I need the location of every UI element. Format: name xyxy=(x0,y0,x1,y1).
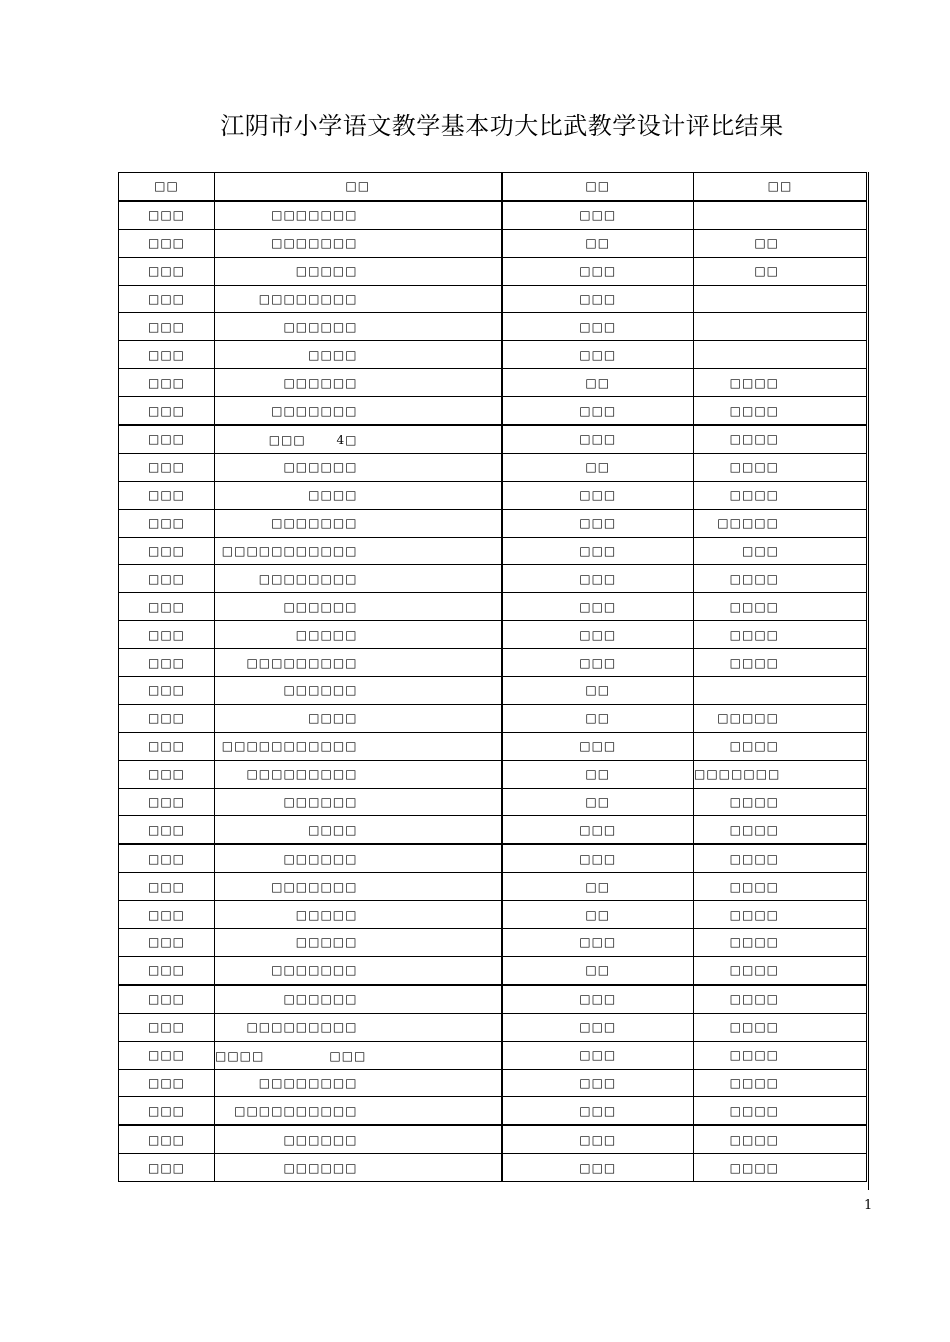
table-row xyxy=(119,649,867,677)
table-cell: □□□□□□□□ xyxy=(215,285,502,313)
table-cell: □□□□□ xyxy=(215,257,502,285)
table-cell: □□□□ xyxy=(694,956,867,984)
table-cell: □□□ xyxy=(119,788,215,816)
table-cell: □□□ xyxy=(502,341,694,369)
table-cell: □□□□ xyxy=(694,369,867,397)
table-row xyxy=(119,593,867,621)
table-cell: □□□□□□ xyxy=(215,313,502,341)
table-cell: □□□ xyxy=(119,425,215,453)
table-row xyxy=(119,985,867,1013)
table-cell: □□□ xyxy=(694,537,867,565)
table-row xyxy=(119,481,867,509)
table-cell: □□□□ xyxy=(694,453,867,481)
table-cell: □□□ xyxy=(119,341,215,369)
table-cell: □□□ xyxy=(119,201,215,229)
table-row xyxy=(119,956,867,984)
table-cell: □□□□□□ xyxy=(215,1125,502,1153)
table-cell: □□□ xyxy=(502,732,694,760)
table-row xyxy=(119,229,867,257)
table-row xyxy=(119,565,867,593)
table-row xyxy=(119,621,867,649)
header-cell: □□ xyxy=(215,173,502,201)
table-cell: □□□ xyxy=(119,873,215,901)
table-row xyxy=(119,341,867,369)
table-cell: □□□□ □□□ xyxy=(215,1041,502,1069)
table-cell xyxy=(694,341,867,369)
table-row xyxy=(119,453,867,481)
table-cell: □□□ xyxy=(502,621,694,649)
table-cell: □□□□ xyxy=(215,704,502,732)
table-row xyxy=(119,929,867,957)
table-cell xyxy=(694,285,867,313)
table-row xyxy=(119,1125,867,1153)
table-cell: □□□ xyxy=(119,929,215,957)
table-cell: □□□ xyxy=(119,649,215,677)
table-cell: □□□ xyxy=(502,649,694,677)
table-cell: □□□□□□ xyxy=(215,677,502,705)
table-cell: □□□□□□ xyxy=(215,593,502,621)
table-cell: □□□□ xyxy=(694,481,867,509)
table-row xyxy=(119,788,867,816)
table-cell: □□□□□ xyxy=(215,901,502,929)
table-cell: □□□□ xyxy=(694,1097,867,1125)
table-row xyxy=(119,397,867,425)
table-cell: □□□ xyxy=(502,1125,694,1153)
header-cell: □□ xyxy=(694,173,867,201)
table-cell: □□□ xyxy=(119,704,215,732)
table-cell: □□ xyxy=(502,677,694,705)
table-cell: □□□□□□ xyxy=(215,1154,502,1182)
header-cell: □□ xyxy=(502,173,694,201)
table-cell: □□□□□ xyxy=(215,929,502,957)
table-cell: □□□ xyxy=(119,901,215,929)
table-cell: □□□□□□□□□□□ xyxy=(215,732,502,760)
table-cell: □□□□□□□ xyxy=(215,201,502,229)
table-cell: □□□ xyxy=(119,1125,215,1153)
table-cell: □□ xyxy=(502,453,694,481)
table-cell: □□□ xyxy=(502,397,694,425)
table-row xyxy=(119,201,867,229)
table-row xyxy=(119,732,867,760)
table-cell: □□□□□□□□□□□ xyxy=(215,537,502,565)
table-row xyxy=(119,313,867,341)
table-cell: □□□□ xyxy=(694,565,867,593)
table-cell: □□□ xyxy=(119,565,215,593)
table-cell: □□□ xyxy=(119,1041,215,1069)
table-cell: □□□□□□□□ xyxy=(215,565,502,593)
table-cell: □□ xyxy=(502,229,694,257)
table-cell: □□ xyxy=(694,257,867,285)
table-cell: □□□ xyxy=(119,1013,215,1041)
table-cell: □□□□ xyxy=(215,341,502,369)
table-cell: □□ xyxy=(502,901,694,929)
table-row xyxy=(119,285,867,313)
table-cell: □□□□□□□ xyxy=(215,509,502,537)
table-row xyxy=(119,901,867,929)
table-row xyxy=(119,844,867,872)
table-cell: □□□□ xyxy=(694,788,867,816)
table-cell: □□□ xyxy=(119,481,215,509)
table-cell xyxy=(694,313,867,341)
table-cell: □□□□□□□□□ xyxy=(215,1013,502,1041)
table-header-row xyxy=(119,173,867,201)
table-row xyxy=(119,537,867,565)
table-cell: □□□ xyxy=(119,229,215,257)
table-cell: □□□□□□ xyxy=(215,369,502,397)
table-cell: □□□ xyxy=(119,844,215,872)
table-row xyxy=(119,425,867,453)
table-cell: □□ xyxy=(502,956,694,984)
table-cell: □□ xyxy=(502,704,694,732)
table-cell: □□□□ xyxy=(694,844,867,872)
table-cell xyxy=(694,201,867,229)
table-cell: □□□□ xyxy=(694,732,867,760)
table-cell: □□□ xyxy=(502,1154,694,1182)
table-cell: □□□ xyxy=(502,201,694,229)
table-cell: □□□ xyxy=(119,985,215,1013)
table-cell: □□□□□□ xyxy=(215,844,502,872)
table-cell: □□□ xyxy=(119,1097,215,1125)
table-cell: □□□□□□□ xyxy=(215,397,502,425)
table-cell: □□□□ xyxy=(694,621,867,649)
table-cell: □□□□□□□ xyxy=(215,229,502,257)
table-cell: □□□ xyxy=(502,481,694,509)
table-cell: □□□ xyxy=(119,369,215,397)
table-cell: □□□□□□□□□ xyxy=(215,649,502,677)
table-cell: □□□□□ xyxy=(215,621,502,649)
header-cell: □□ xyxy=(119,173,215,201)
table-cell: □□□□□□□ xyxy=(215,956,502,984)
table-row xyxy=(119,760,867,788)
page-number: 1 xyxy=(864,1198,873,1213)
table-cell: □□□□□□ xyxy=(215,985,502,1013)
table-cell: □□□□□□□□□□ xyxy=(215,1097,502,1125)
table-cell: □□□ xyxy=(502,1097,694,1125)
table-row xyxy=(119,509,867,537)
table-row xyxy=(119,704,867,732)
table-cell: □□□□□□ xyxy=(215,453,502,481)
table-cell: □□□□ xyxy=(694,816,867,844)
table-cell: □□□ xyxy=(502,929,694,957)
table-cell: □□□ xyxy=(119,677,215,705)
table-cell: □□□□ xyxy=(694,397,867,425)
table-cell: □□ xyxy=(502,873,694,901)
results-table xyxy=(118,172,867,1182)
table-cell: □□□□ xyxy=(694,985,867,1013)
table-cell: □□□ xyxy=(119,816,215,844)
table-cell: □□ xyxy=(502,760,694,788)
table-cell: □□□ xyxy=(119,1154,215,1182)
table-cell: □□□□ xyxy=(694,1013,867,1041)
table-row xyxy=(119,816,867,844)
table-cell: □□□ xyxy=(119,257,215,285)
table-cell: □□□ xyxy=(502,985,694,1013)
table-cell: □□□ xyxy=(502,313,694,341)
table-cell: □□□□ xyxy=(215,816,502,844)
table-row xyxy=(119,873,867,901)
table-cell: □□□□ xyxy=(215,481,502,509)
table-row xyxy=(119,1154,867,1182)
results-table-container xyxy=(118,172,866,1182)
table-cell: □□□ xyxy=(119,453,215,481)
table-row xyxy=(119,677,867,705)
table-cell: □□□ xyxy=(502,1013,694,1041)
table-cell: □□□ xyxy=(502,537,694,565)
table-row xyxy=(119,369,867,397)
table-body xyxy=(119,201,867,1182)
table-cell: □□□ xyxy=(119,397,215,425)
table-cell: □□□ xyxy=(502,1069,694,1097)
table-cell: □□□ xyxy=(119,1069,215,1097)
table-cell: □□□ 4□ xyxy=(215,425,502,453)
table-cell: □□ xyxy=(502,788,694,816)
table-cell: □□□ xyxy=(119,509,215,537)
table-cell: □□□ xyxy=(502,425,694,453)
table-cell: □□□□ xyxy=(694,1069,867,1097)
table-cell: □□□ xyxy=(502,816,694,844)
table-cell: □□□ xyxy=(502,1041,694,1069)
table-cell: □□□□ xyxy=(694,1125,867,1153)
table-cell: □□□ xyxy=(119,537,215,565)
table-cell: □□□ xyxy=(502,844,694,872)
table-cell: □□□□ xyxy=(694,873,867,901)
table-cell: □□□ xyxy=(119,313,215,341)
table-cell: □□□ xyxy=(502,565,694,593)
table-cell: □□ xyxy=(502,369,694,397)
table-row xyxy=(119,1013,867,1041)
table-row xyxy=(119,1069,867,1097)
table-cell: □□□□ xyxy=(694,1154,867,1182)
table-cell: □□□□□□□ xyxy=(694,760,867,788)
table-cell: □□□ xyxy=(119,621,215,649)
table-cell: □□□ xyxy=(502,509,694,537)
table-cell: □□□□□ xyxy=(694,704,867,732)
table-cell: □□□□ xyxy=(694,425,867,453)
table-cell: □□□ xyxy=(119,732,215,760)
table-row xyxy=(119,1041,867,1069)
table-cell: □□□ xyxy=(119,760,215,788)
table-row xyxy=(119,1097,867,1125)
page-title: 江阴市小学语文教学基本功大比武教学设计评比结果 xyxy=(220,112,784,140)
table-cell: □□□ xyxy=(502,257,694,285)
table-cell: □□□ xyxy=(119,285,215,313)
table-cell: □□□□□□□ xyxy=(215,873,502,901)
table-cell: □□□□ xyxy=(694,593,867,621)
table-cell: □□□□□□ xyxy=(215,788,502,816)
table-row xyxy=(119,257,867,285)
table-cell: □□□□ xyxy=(694,649,867,677)
table-cell: □□□□□ xyxy=(694,509,867,537)
table-cell: □□□ xyxy=(502,593,694,621)
table-cell: □□□□ xyxy=(694,1041,867,1069)
table-cell: □□□ xyxy=(119,956,215,984)
table-cell: □□□□ xyxy=(694,929,867,957)
table-cell: □□□□□□□□ xyxy=(215,1069,502,1097)
table-cell: □□□□□□□□□ xyxy=(215,760,502,788)
table-cell: □□□ xyxy=(119,593,215,621)
table-cell: □□ xyxy=(694,229,867,257)
table-cell: □□□ xyxy=(502,285,694,313)
table-cell xyxy=(694,677,867,705)
table-cell: □□□□ xyxy=(694,901,867,929)
